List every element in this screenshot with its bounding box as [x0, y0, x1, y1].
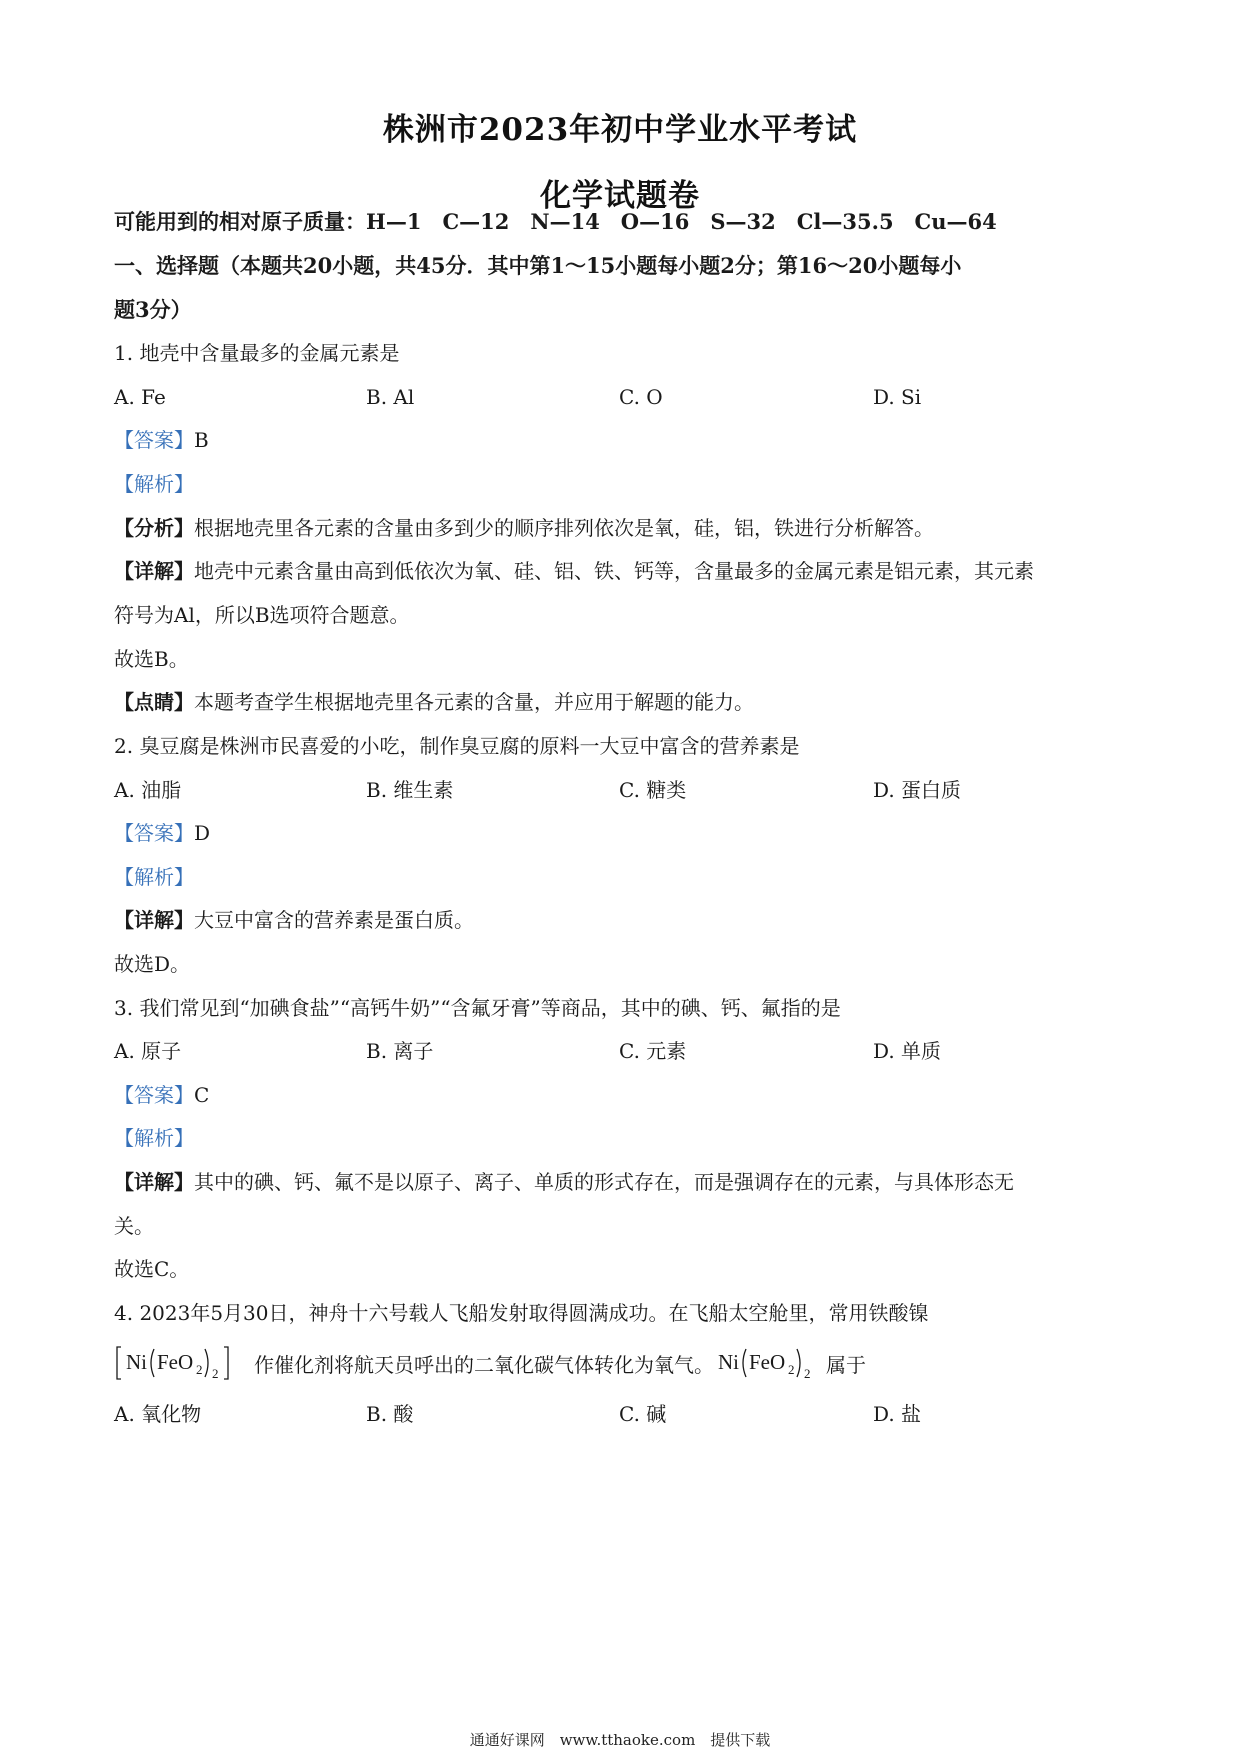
q2-answer: [114, 819, 1134, 847]
answer-label: 【答案】: [114, 428, 194, 452]
q1-option-d: D. Si: [873, 385, 922, 409]
q1-option-c: C. O: [619, 385, 663, 409]
q3-detail-line2: 关。: [114, 1214, 154, 1238]
q1-option-b: B. Al: [366, 385, 415, 409]
q3-detail-text1: 其中的碘、钙、氟不是以原子、离子、单质的形式存在，而是强调存在的元素，与具体形态无: [194, 1170, 1014, 1194]
q2-option-c: C. 糖类: [619, 778, 687, 802]
q3-analysis-label: [114, 1124, 1134, 1152]
detail-label: 【详解】: [114, 559, 194, 583]
analysis-label: 【解析】: [114, 865, 194, 889]
q2-option-a: A. 油脂: [114, 778, 182, 802]
detail-label: 【详解】: [114, 1170, 194, 1194]
q4-stem-mid: 作催化剂将航天员呼出的二氧化碳气体转化为氧气。: [254, 1353, 714, 1377]
nickel-ferrite-formula-bracketed: [114, 1343, 254, 1390]
analysis-label: 【解析】: [114, 1126, 194, 1150]
q3-answer: [114, 1081, 1134, 1109]
q1-detail-line2: 符号为Al，所以B选项符合题意。: [114, 603, 410, 627]
formula-feo: FeO: [157, 1350, 194, 1374]
q3-detail-line1: [114, 1168, 1134, 1196]
q3-answer-value: C: [194, 1083, 210, 1107]
q2-detail-text: 大豆中富含的营养素是蛋白质。: [194, 908, 474, 932]
formula-sub-o2: 2: [196, 1362, 203, 1377]
q2-stem: 2. 臭豆腐是株洲市民喜爱的小吃，制作臭豆腐的原料一大豆中富含的营养素是: [114, 734, 800, 758]
fenxi-label: 【分析】: [114, 516, 194, 540]
page-footer: 通通好课网 www.tthaoke.com 提供下载: [469, 1731, 771, 1749]
q1-fenxi-text: 根据地壳里各元素的含量由多到少的顺序排列依次是氧，硅，铝，铁进行分析解答。: [194, 516, 934, 540]
q1-comment: [114, 688, 1134, 716]
q4-stem-line1: 4. 2023年5月30日，神舟十六号载人飞船发射取得圆满成功。在飞船太空舱里，常用铁酸镍: [114, 1301, 929, 1325]
q1-detail-text1: 地壳中元素含量由高到低依次为氧、硅、铝、铁、钙等，含量最多的金属元素是铝元素，其元素: [194, 559, 1034, 583]
q4-stem-line2: [114, 1343, 1134, 1390]
q3-stem: 3. 我们常见到“加碘食盐”“高钙牛奶”“含氟牙膏”等商品，其中的碘、钙、氟指的是: [114, 996, 841, 1020]
q2-conclusion: 故选D。: [114, 952, 191, 976]
q1-comment-text: 本题考查学生根据地壳里各元素的含量，并应用于解题的能力。: [194, 690, 754, 714]
q4-option-d: D. 盐: [873, 1402, 922, 1426]
q3-option-a: A. 原子: [114, 1039, 182, 1063]
formula-sub-outer: 2: [212, 1366, 219, 1381]
comment-label: 【点睛】: [114, 690, 194, 714]
answer-label: 【答案】: [114, 1083, 194, 1107]
q1-answer: [114, 426, 1134, 454]
q4-option-b: B. 酸: [366, 1402, 414, 1426]
section-heading-line2: 题3分）: [114, 297, 192, 322]
q3-option-c: C. 元素: [619, 1039, 687, 1063]
q3-option-b: B. 离子: [366, 1039, 434, 1063]
q2-option-d: D. 蛋白质: [873, 778, 962, 802]
q2-analysis-label: [114, 863, 1134, 891]
answer-label: 【答案】: [114, 821, 194, 845]
section-heading-line1: 一、选择题（本题共20小题，共45分．其中第1～15小题每小题2分；第16～20小题每小: [114, 253, 962, 278]
bracket-formula-graphic: [114, 1343, 254, 1383]
q4-option-c: C. 碱: [619, 1402, 667, 1426]
q1-detail-line1: [114, 557, 1134, 585]
formula-sub-outer-2: 2: [804, 1366, 811, 1381]
q4-option-a: A. 氧化物: [114, 1402, 202, 1426]
q2-answer-value: D: [194, 821, 211, 845]
atomic-masses: 可能用到的相对原子质量：H—1 C—12 N—14 O—16 S—32 Cl—35.5 Cu—64: [114, 209, 997, 234]
nickel-ferrite-formula: [714, 1343, 826, 1390]
q1-fenxi: [114, 514, 1134, 542]
q2-option-b: B. 维生素: [366, 778, 454, 802]
formula-graphic: [714, 1343, 826, 1383]
q1-answer-value: B: [194, 428, 209, 452]
q1-conclusion: 故选B。: [114, 647, 189, 671]
formula-feo-2: FeO: [749, 1350, 786, 1374]
detail-label: 【详解】: [114, 908, 194, 932]
q2-detail: [114, 906, 1134, 934]
formula-ni: Ni: [126, 1350, 147, 1374]
formula-ni-2: Ni: [718, 1350, 739, 1374]
q1-stem: 1. 地壳中含量最多的金属元素是: [114, 341, 400, 365]
formula-sub-o2-2: 2: [788, 1362, 795, 1377]
exam-title: 株洲市2023年初中学业水平考试: [382, 112, 858, 148]
q3-option-d: D. 单质: [873, 1039, 942, 1063]
q4-stem-end: 属于: [826, 1353, 866, 1377]
analysis-label: 【解析】: [114, 472, 194, 496]
q1-analysis-label: [114, 470, 1134, 498]
q1-option-a: A. Fe: [114, 385, 166, 409]
q3-conclusion: 故选C。: [114, 1257, 190, 1281]
exam-subtitle: 化学试题卷: [540, 178, 700, 214]
